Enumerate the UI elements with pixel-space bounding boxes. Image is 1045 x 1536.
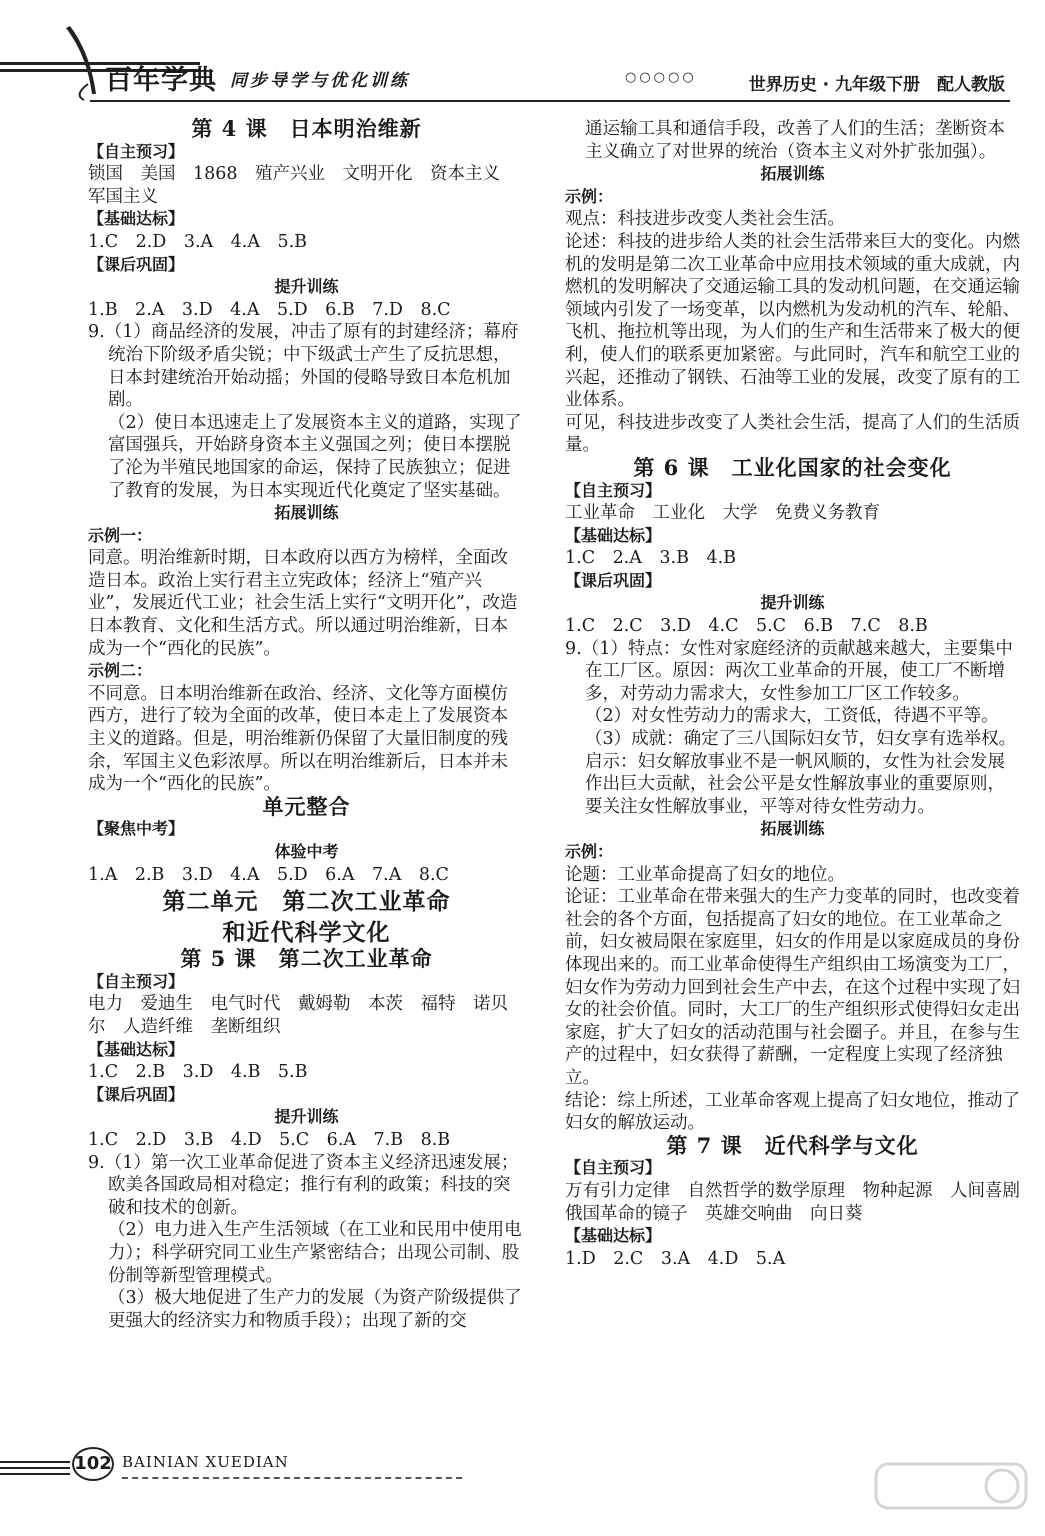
answer-paragraph: （2）使日本迅速走上了发展资本主义的道路，实现了富国强兵，开始跻身资本主义强国之列；使日本摆脱了沦为半殖民地国家的命运，保持了民族独立；促进了教育的发展，为日本实现近代化奠定了坚实基础。 (108, 412, 522, 501)
answer-text: 1.C 2.D 3.B 4.D 5.C 6.A 7.B 8.B (88, 1129, 451, 1150)
answer-text: 1.C 2.D 3.A 4.A 5.B (88, 231, 308, 252)
lesson-title: 第 7 课 近代科学与文化 (666, 1132, 919, 1158)
page-header (0, 0, 1045, 120)
brand-slogan: 同步导学与优化训练 (230, 71, 410, 91)
header-dots: ○○○○○ (625, 70, 697, 85)
answer-paragraph: （2）对女性劳动力的需求大，工资低，待遇不平等。 (585, 706, 999, 727)
footer-brand-text: BAINIAN XUEDIAN (122, 1453, 289, 1471)
answer-text: 1.C 2.C 3.D 4.C 5.C 6.B 7.C 8.B (565, 616, 928, 637)
lesson-title: 单元整合 (262, 793, 351, 819)
section-tag: 【课后巩固】 (565, 570, 662, 590)
example-label: 示例： (565, 186, 614, 206)
subsection-title: 提升训练 (274, 277, 339, 297)
section-tag: 【自主预习】 (88, 971, 185, 991)
right-column (565, 118, 1038, 1270)
unit-title: 和近代科学文化 (222, 919, 391, 947)
section-tag: 【基础达标】 (88, 1039, 185, 1059)
answer-text: 1.C 2.B 3.D 4.B 5.B (88, 1062, 308, 1083)
answer-text: 1.C 2.A 3.B 4.B (565, 548, 737, 569)
subsection-title: 拓展训练 (760, 164, 825, 184)
section-tag: 【基础达标】 (565, 525, 662, 545)
answer-text: 电力 爱迪生 电气时代 戴姆勒 本茨 福特 诺贝尔 人造纤维 垄断组织 (88, 994, 508, 1037)
unit-title: 第二单元 第二次工业革命 (162, 888, 451, 916)
page-footer (0, 1445, 520, 1485)
section-tag: 【基础达标】 (88, 209, 185, 229)
answer-text: 万有引力定律 自然哲学的数学原理 物种起源 人间喜剧 俄国革命的镜子 英雄交响曲 向日葵 (565, 1180, 1038, 1224)
example-label: 示例： (565, 842, 614, 861)
answer-text: 结论：综上所述，工业革命客观上提高了妇女地位，推动了妇女的解放运动。 (565, 1090, 1020, 1134)
answer-text: 1.B 2.A 3.D 4.A 5.D 6.B 7.D 8.C (88, 299, 451, 320)
subsection-title: 提升训练 (760, 593, 825, 613)
answer-paragraph: 9.（1）商品经济的发展，冲击了原有的封建经济；幕府统治下阶级矛盾尖锐；中下级武士产生了反抗思想，日本封建统治开始动摇；外国的侵略导致日本危机加剧。 (88, 322, 519, 411)
answer-paragraph: 9.（1）第一次工业革命促进了资本主义经济迅速发展；欧美各国政局相对稳定；推行有利的政策；科技的突破和技术的创新。 (88, 1152, 519, 1218)
quill-pen-icon (58, 24, 108, 104)
brand-title: 百年学典 (105, 65, 217, 96)
subject-label: 世界历史 · 九年级下册 配人教版 (748, 75, 1005, 95)
section-tag: 【聚焦中考】 (88, 819, 185, 839)
answer-text: 1.A 2.B 3.D 4.A 5.D 6.A 7.A 8.C (88, 864, 449, 885)
answer-paragraph: （2）电力进入生产生活领域（在工业和民用中使用电力）；科学研究同工业生产紧密结合；出现公司制、股份制等新型管理模式。 (108, 1220, 522, 1286)
answer-paragraph: 9.（1）特点：女性对家庭经济的贡献越来越大，主要集中在工厂区。原因：两次工业革命的开展，使工厂不断增多，对劳动力需求大，女性参加工厂区工作较多。 (565, 638, 1013, 704)
section-tag: 【基础达标】 (565, 1226, 662, 1246)
example-label: 示例二： (88, 661, 153, 681)
answer-text: 论证：工业革命在带来强大的生产力变革的同时，也改变着社会的各个方面，包括提高了妇女的地位。在工业革命之前，妇女被局限在家庭里，妇女的作用是以家庭成员的身份体现出来的。而工业革命使得生产组织由工场演变为工厂，妇女作为劳动力回到社会生产中去，在这个过程中实现了妇女的社会价值。同时，大工厂的生产组织形式使得妇女走出家庭，扩大了妇女的活动范围与社会圈子。并且，在参与生产的过程中，妇女获得了薪酬，一定程度上实现了经济独立。 (565, 887, 1020, 1088)
answer-paragraph: （3）成就：确定了三八国际妇女节，妇女享有选举权。启示：妇女解放事业不是一帆风顺的，女性为社会发展作出巨大贡献，社会公平是女性解放事业的重要原则，要关注女性解放事业，平等对待女性劳动力。 (585, 729, 1017, 817)
answer-text: 1.D 2.C 3.A 4.D 5.A (565, 1248, 786, 1269)
answer-text: 锁国 美国 1868 殖产兴业 文明开化 资本主义 军国主义 (88, 164, 518, 207)
answer-text: 论题：工业革命提高了妇女的地位。 (565, 864, 845, 885)
answer-paragraph: （3）极大地促进了生产力的发展（为资产阶级提供了更强大的经济实力和物质手段）；出现了新的交 (108, 1288, 522, 1331)
lesson-title: 第 4 课 日本明治维新 (191, 116, 422, 141)
section-tag: 【课后巩固】 (88, 1084, 185, 1104)
answer-text: 不同意。日本明治维新在政治、经济、文化等方面模仿西方，进行了较为全面的改革，使日本走上了发展资本主义的道路。但是，明治维新仍保留了大量旧制度的残余，军国主义色彩浓厚。所以在明治维新后，日本并未成为一个“西化的民族”。 (88, 683, 508, 795)
subsection-title: 拓展训练 (274, 503, 339, 523)
footer-dashed-rule (122, 1477, 462, 1479)
answer-text: 同意。明治维新时期，日本政府以西方为榜样，全面改造日本。政治上实行君主立宪政体；经济上“殖产兴业”，发展近代工业；社会生活上实行“文明开化”，改造日本教育、文化和生活方式。所以通过明治维新，日本成为一个“西化的民族”。 (88, 548, 518, 659)
left-column (88, 118, 525, 1332)
subsection-title: 提升训练 (274, 1107, 339, 1127)
section-tag: 【自主预习】 (565, 1158, 662, 1178)
header-rule (90, 100, 1010, 102)
footer-decor-lines (0, 1461, 70, 1479)
answer-paragraph: 通运输工具和通信手段，改善了人们的生活；垄断资本主义确立了对世界的统治（资本主义对外扩张加强）。 (585, 119, 1005, 162)
page-number: 102 (72, 1447, 114, 1481)
section-tag: 【自主预习】 (565, 480, 662, 500)
subsection-title: 拓展训练 (760, 819, 825, 839)
lesson-title: 第 5 课 第二次工业革命 (180, 946, 433, 972)
subsection-title: 体验中考 (274, 842, 339, 861)
answer-text: 工业革命 工业化 大学 免费义务教育 (565, 503, 880, 524)
answer-text: 可见，科技进步改变了人类社会生活，提高了人们的生活质量。 (565, 412, 1020, 456)
answer-text: 论述：科技的进步给人类的社会生活带来巨大的变化。内燃机的发明是第二次工业革命中应用技术领域的重大成就，内燃机的发明解决了交通运输工具的发动机问题，在交通运输领域内引发了一场变革，以内燃机为发动机的汽车、轮船、飞机、拖拉机等出现，为人们的生产和生活带来了极大的便利，使人们的联系更加紧密。与此同时，汽车和航空工业的兴起，还推动了钢铁、石油等工业的发展，改变了原有的工业体系。 (565, 231, 1020, 411)
lesson-title: 第 6 课 工业化国家的社会变化 (633, 454, 952, 480)
example-label: 示例一： (88, 525, 153, 545)
section-tag: 【自主预习】 (88, 141, 185, 161)
watermark-logo-icon (872, 1458, 1032, 1528)
answer-text: 观点：科技进步改变人类社会生活。 (565, 209, 845, 230)
section-tag: 【课后巩固】 (88, 254, 185, 274)
